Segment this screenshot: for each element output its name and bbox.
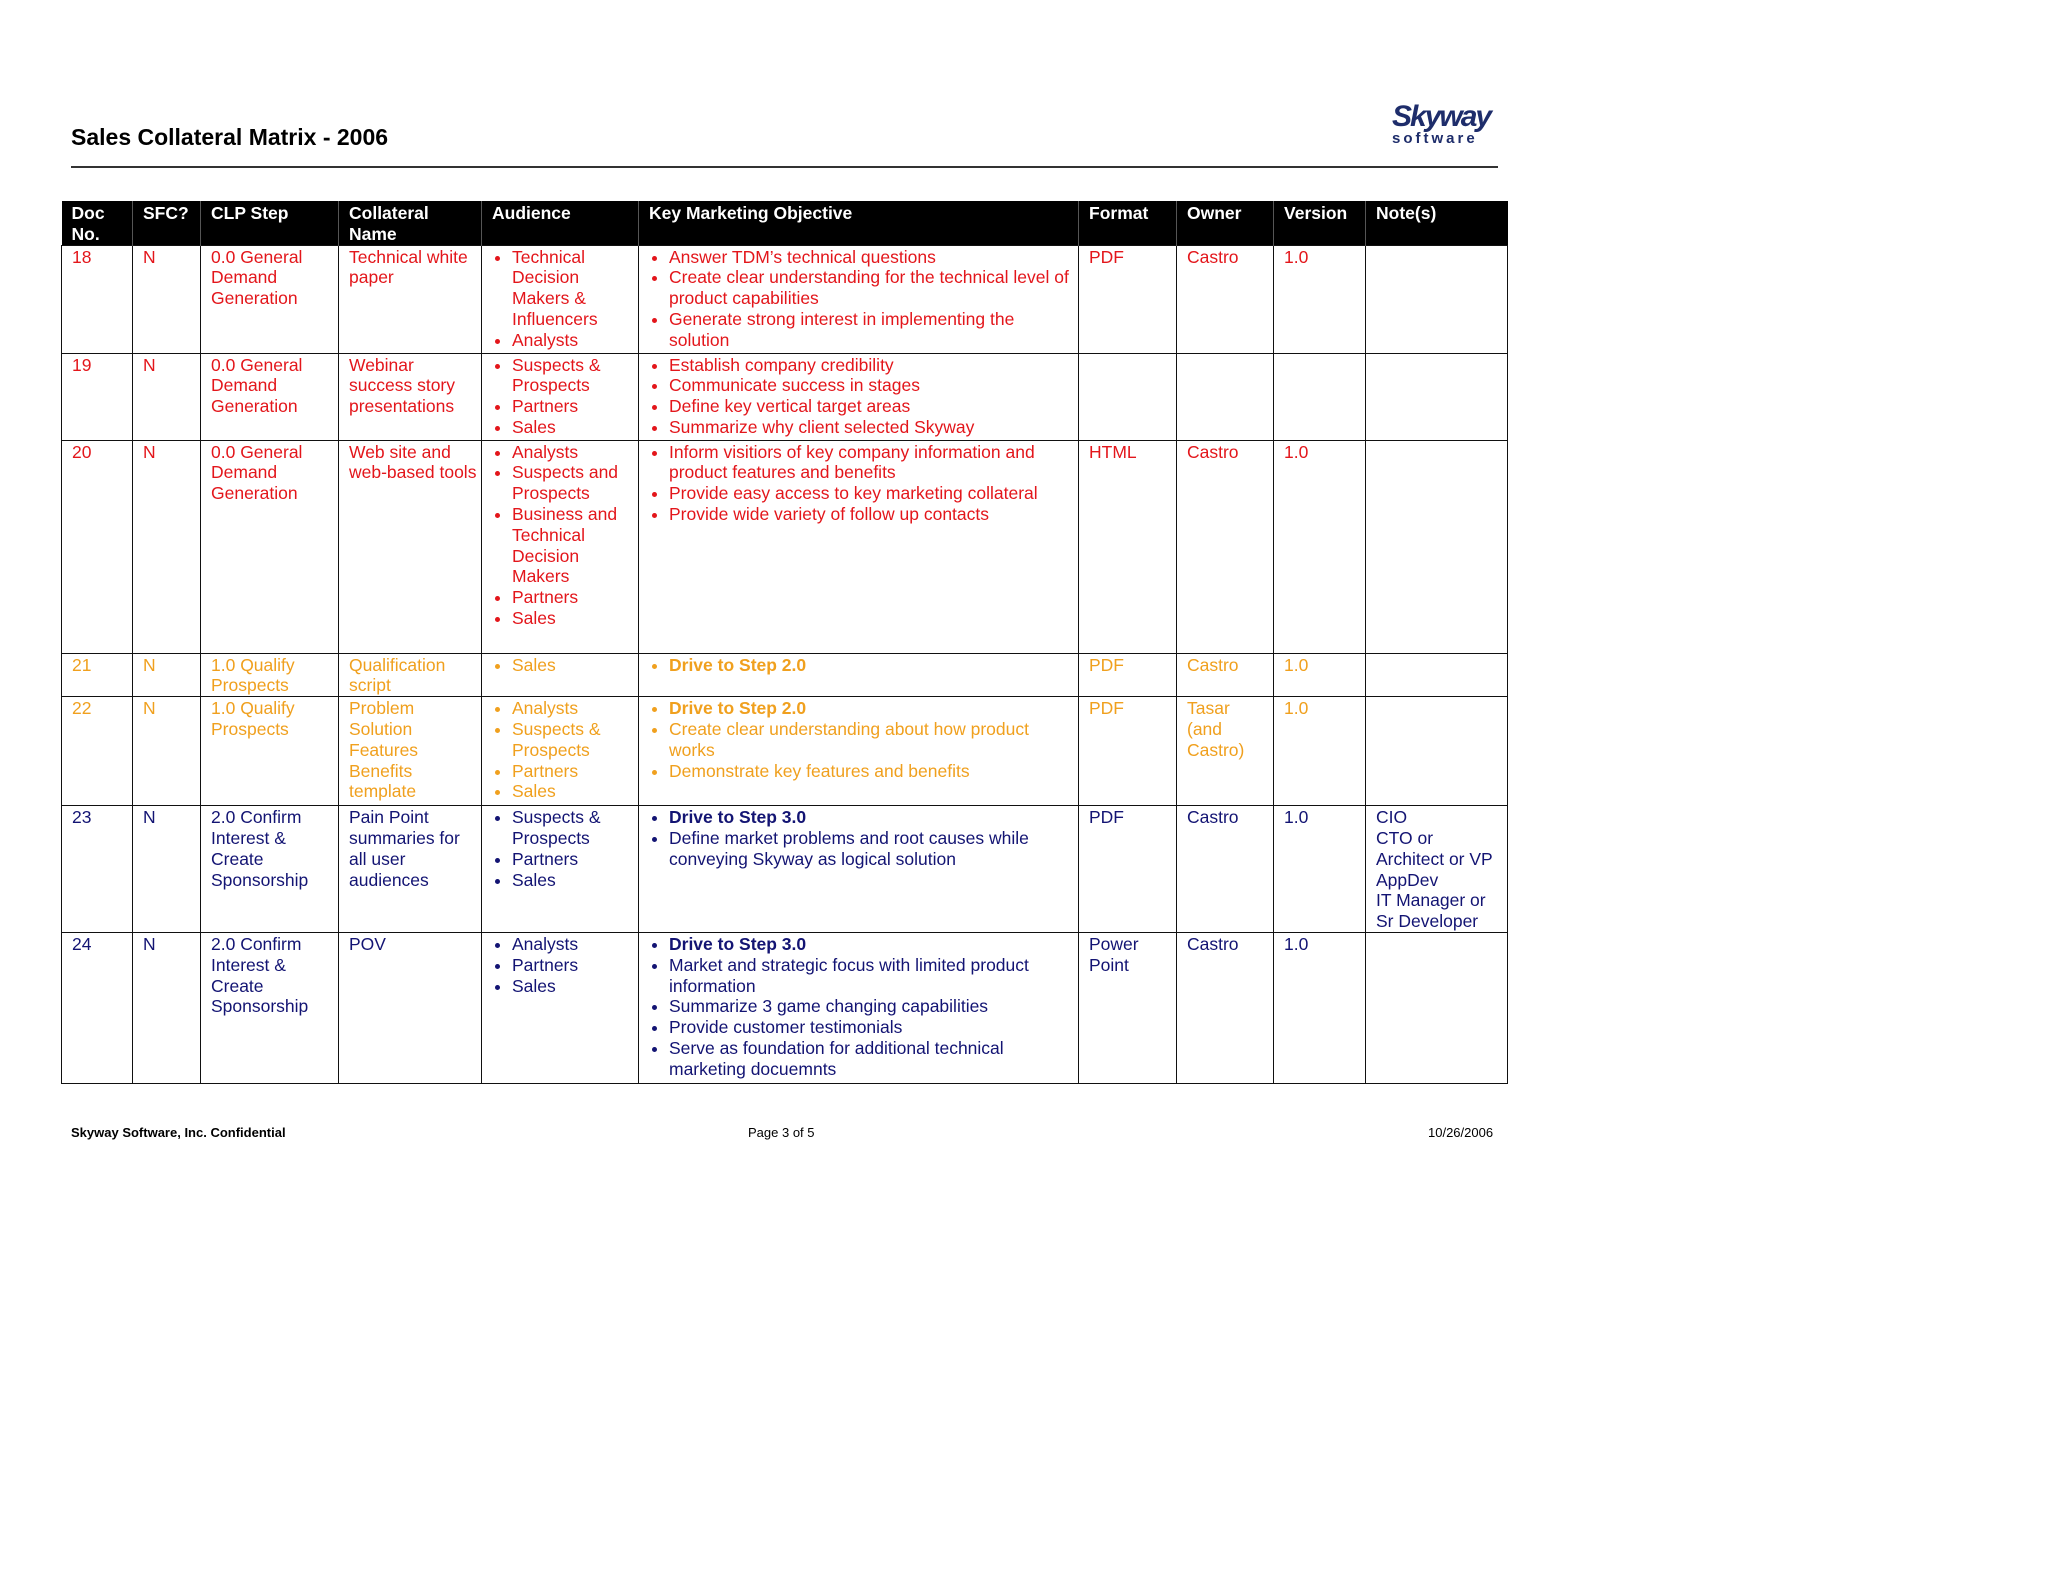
- logo-wordmark: Skyway: [1392, 100, 1491, 133]
- sfc-cell: N: [133, 440, 201, 653]
- version-cell: 1.0: [1274, 932, 1366, 1083]
- objective-item: • Drive to Step 2.0: [669, 655, 1074, 676]
- objective-cell-list: [649, 355, 1074, 438]
- audience-item: • Analysts: [512, 698, 634, 719]
- audience-item: • Suspects & Prospects: [512, 807, 634, 849]
- objective-cell-list: [649, 807, 1074, 869]
- notes-cell: [1366, 697, 1508, 806]
- audience-item: • Analysts: [512, 330, 634, 351]
- column-header: Audience: [482, 201, 639, 245]
- audience-item: • Analysts: [512, 442, 634, 463]
- objective-item: • Drive to Step 3.0: [669, 807, 1074, 828]
- collateral-name-cell: Qualification script: [339, 653, 482, 697]
- logo-subtext: software: [1392, 130, 1478, 147]
- objective-item: • Drive to Step 3.0: [669, 934, 1074, 955]
- clp-step-cell: 1.0 Qualify Prospects: [201, 653, 339, 697]
- doc-number-cell: 23: [62, 806, 133, 933]
- page-title: Sales Collateral Matrix - 2006: [71, 124, 389, 150]
- column-header: Doc No.: [62, 201, 133, 245]
- sfc-cell: N: [133, 353, 201, 440]
- objective-cell: [639, 697, 1079, 806]
- audience-item: • Sales: [512, 976, 634, 997]
- clp-step-cell: 2.0 Confirm Interest & Create Sponsorship: [201, 932, 339, 1083]
- clp-step-cell: 0.0 General Demand Generation: [201, 245, 339, 353]
- doc-number-cell: 22: [62, 697, 133, 806]
- collateral-matrix-table: [61, 201, 1508, 1084]
- collateral-name-cell: POV: [339, 932, 482, 1083]
- objective-item: • Provide customer testimonials: [669, 1017, 1074, 1038]
- version-cell: 1.0: [1274, 440, 1366, 653]
- collateral-name-cell: Web site and web-based tools: [339, 440, 482, 653]
- owner-cell: Castro: [1177, 932, 1274, 1083]
- audience-cell: [482, 440, 639, 653]
- doc-number-cell: 19: [62, 353, 133, 440]
- audience-item: • Partners: [512, 396, 634, 417]
- audience-cell: [482, 932, 639, 1083]
- clp-step-cell: 0.0 General Demand Generation: [201, 440, 339, 653]
- objective-item: • Define market problems and root causes while conveying Skyway as logical solution: [669, 828, 1074, 870]
- objective-cell-list: [649, 247, 1074, 351]
- audience-cell-list: [492, 698, 634, 802]
- objective-item: • Create clear understanding for the technical level of product capabilities: [669, 267, 1074, 309]
- note-line: IT Manager or Sr Developer: [1376, 890, 1486, 932]
- table-row: [62, 653, 1508, 697]
- audience-item: • Sales: [512, 608, 634, 629]
- notes-cell: [1366, 353, 1508, 440]
- objective-item: • Create clear understanding about how product works: [669, 719, 1074, 761]
- audience-item: • Technical Decision Makers & Influencers: [512, 247, 634, 330]
- sfc-cell: N: [133, 806, 201, 933]
- audience-cell: [482, 806, 639, 933]
- owner-cell: Castro: [1177, 806, 1274, 933]
- format-cell: Power Point: [1079, 932, 1177, 1083]
- objective-cell-list: [649, 698, 1074, 781]
- objective-item: • Establish company credibility: [669, 355, 1074, 376]
- objective-item: • Drive to Step 2.0: [669, 698, 1074, 719]
- doc-number-cell: 24: [62, 932, 133, 1083]
- collateral-name-cell: Technical white paper: [339, 245, 482, 353]
- column-header: Note(s): [1366, 201, 1508, 245]
- objective-cell: [639, 353, 1079, 440]
- audience-cell: [482, 245, 639, 353]
- audience-cell-list: [492, 807, 634, 890]
- audience-cell-list: [492, 442, 634, 629]
- collateral-name-cell: Pain Point summaries for all user audiences: [339, 806, 482, 933]
- audience-cell: [482, 653, 639, 697]
- audience-item: • Partners: [512, 955, 634, 976]
- audience-item: • Suspects and Prospects: [512, 462, 634, 504]
- footer-date: 10/26/2006: [1428, 1125, 1494, 1140]
- sfc-cell: N: [133, 245, 201, 353]
- objective-item: • Answer TDM’s technical questions: [669, 247, 1074, 268]
- notes-cell: [1366, 440, 1508, 653]
- version-cell: 1.0: [1274, 806, 1366, 933]
- objective-cell-list: [649, 934, 1074, 1080]
- table-row: [62, 440, 1508, 653]
- title-divider: [71, 166, 1498, 168]
- sfc-cell: N: [133, 697, 201, 806]
- objective-cell-list: [649, 442, 1074, 525]
- note-line: CIO: [1376, 807, 1408, 828]
- sfc-cell: N: [133, 932, 201, 1083]
- owner-cell: Castro: [1177, 245, 1274, 353]
- format-cell: PDF: [1079, 806, 1177, 933]
- format-cell: [1079, 353, 1177, 440]
- audience-item: • Sales: [512, 655, 634, 676]
- audience-cell: [482, 353, 639, 440]
- owner-cell: [1177, 353, 1274, 440]
- table-row: [62, 353, 1508, 440]
- column-header: Format: [1079, 201, 1177, 245]
- format-cell: PDF: [1079, 245, 1177, 353]
- footer-confidential: Skyway Software, Inc. Confidential: [71, 1125, 286, 1140]
- doc-number-cell: 18: [62, 245, 133, 353]
- column-header: Key Marketing Objective: [639, 201, 1079, 245]
- footer-page-number: Page 3 of 5: [748, 1125, 815, 1140]
- objective-item: • Provide easy access to key marketing collateral: [669, 483, 1074, 504]
- table-row: [62, 932, 1508, 1083]
- format-cell: PDF: [1079, 697, 1177, 806]
- audience-cell-list: [492, 934, 634, 996]
- collateral-name-cell: Problem Solution Features Benefits template: [339, 697, 482, 806]
- objective-cell: [639, 932, 1079, 1083]
- version-cell: 1.0: [1274, 653, 1366, 697]
- owner-cell: Castro: [1177, 653, 1274, 697]
- notes-cell: [1366, 245, 1508, 353]
- objective-cell-list: [649, 655, 1074, 676]
- owner-cell: Castro: [1177, 440, 1274, 653]
- notes-cell: [1366, 653, 1508, 697]
- audience-item: • Suspects & Prospects: [512, 355, 634, 397]
- audience-cell-list: [492, 247, 634, 351]
- objective-item: • Summarize why client selected Skyway: [669, 417, 1074, 438]
- audience-item: • Business and Technical Decision Makers: [512, 504, 634, 587]
- collateral-name-cell: Webinar success story presentations: [339, 353, 482, 440]
- audience-item: • Sales: [512, 417, 634, 438]
- audience-item: • Analysts: [512, 934, 634, 955]
- table-header-row: [62, 201, 1508, 245]
- table-row: [62, 245, 1508, 353]
- objective-item: • Provide wide variety of follow up contacts: [669, 504, 1074, 525]
- skyway-logo: [1388, 100, 1500, 150]
- table-row: [62, 697, 1508, 806]
- version-cell: [1274, 353, 1366, 440]
- table-body: [62, 245, 1508, 1083]
- version-cell: 1.0: [1274, 697, 1366, 806]
- format-cell: HTML: [1079, 440, 1177, 653]
- objective-item: • Summarize 3 game changing capabilities: [669, 996, 1074, 1017]
- objective-cell: [639, 245, 1079, 353]
- doc-number-cell: 20: [62, 440, 133, 653]
- sfc-cell: N: [133, 653, 201, 697]
- format-cell: PDF: [1079, 653, 1177, 697]
- column-header: Version: [1274, 201, 1366, 245]
- audience-item: • Suspects & Prospects: [512, 719, 634, 761]
- clp-step-cell: 0.0 General Demand Generation: [201, 353, 339, 440]
- clp-step-cell: 1.0 Qualify Prospects: [201, 697, 339, 806]
- owner-cell: Tasar (and Castro): [1177, 697, 1274, 806]
- objective-item: • Demonstrate key features and benefits: [669, 761, 1074, 782]
- table-row: [62, 806, 1508, 933]
- column-header: SFC?: [133, 201, 201, 245]
- objective-item: • Communicate success in stages: [669, 375, 1074, 396]
- column-header: Owner: [1177, 201, 1274, 245]
- objective-cell: [639, 806, 1079, 933]
- objective-item: • Serve as foundation for additional technical marketing docuemnts: [669, 1038, 1074, 1080]
- objective-cell: [639, 440, 1079, 653]
- version-cell: 1.0: [1274, 245, 1366, 353]
- clp-step-cell: 2.0 Confirm Interest & Create Sponsorship: [201, 806, 339, 933]
- audience-cell: [482, 697, 639, 806]
- audience-item: • Sales: [512, 870, 634, 891]
- audience-item: • Partners: [512, 587, 634, 608]
- notes-cell: [1366, 932, 1508, 1083]
- audience-item: • Sales: [512, 781, 634, 802]
- objective-item: • Inform visitiors of key company information and product features and benefits: [669, 442, 1074, 484]
- column-header: Collateral Name: [339, 201, 482, 245]
- audience-cell-list: [492, 355, 634, 438]
- objective-cell: [639, 653, 1079, 697]
- note-line: CTO or Architect or VP AppDev: [1376, 827, 1493, 890]
- audience-item: • Partners: [512, 849, 634, 870]
- doc-number-cell: 21: [62, 653, 133, 697]
- audience-cell-list: [492, 655, 634, 676]
- objective-item: • Generate strong interest in implementing the solution: [669, 309, 1074, 351]
- audience-item: • Partners: [512, 761, 634, 782]
- objective-item: • Market and strategic focus with limited product information: [669, 955, 1074, 997]
- objective-item: • Define key vertical target areas: [669, 396, 1074, 417]
- column-header: CLP Step: [201, 201, 339, 245]
- notes-cell: [1366, 806, 1508, 933]
